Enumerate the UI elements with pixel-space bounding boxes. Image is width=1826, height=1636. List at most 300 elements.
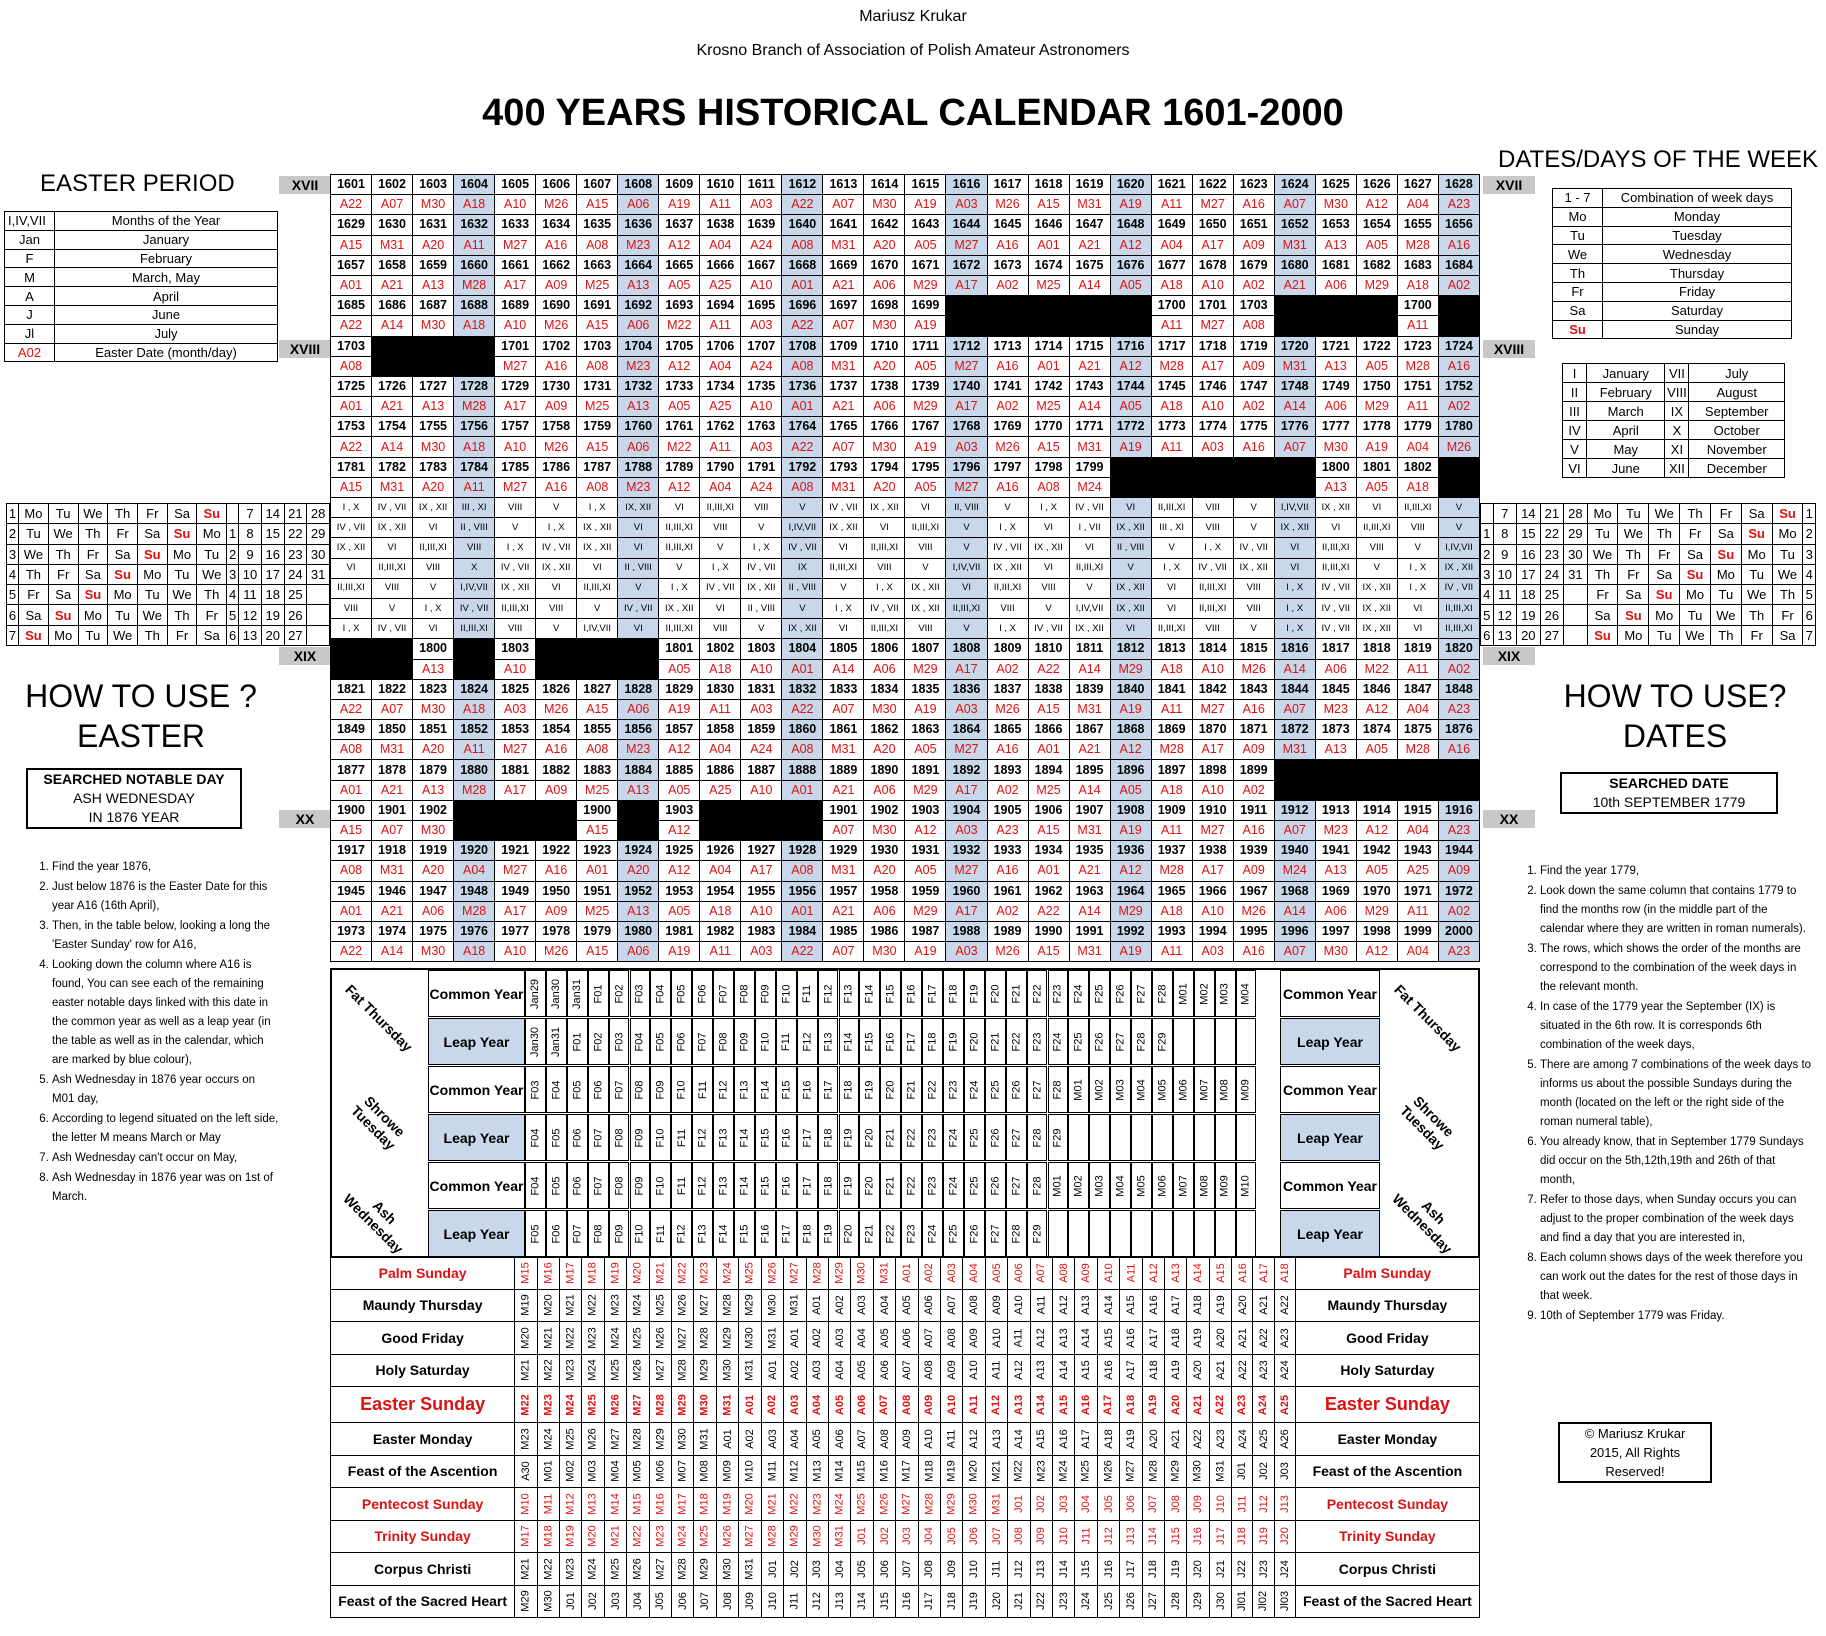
feast-date-cell	[940, 1322, 962, 1355]
feast-date-text: A22	[1278, 1295, 1291, 1316]
feast-date-cell	[1008, 1520, 1030, 1553]
easter-date-cell: A12	[659, 740, 700, 760]
months-cell: V	[946, 619, 987, 639]
feast-date-text: J13	[1278, 1494, 1291, 1513]
searched-notable-day-box: SEARCHED NOTABLE DAY ASH WEDNESDAY IN 1876 YEAR	[26, 768, 242, 829]
feast-date-text: J11	[1236, 1495, 1249, 1513]
months-cell: II,III,XI	[1192, 578, 1233, 598]
feast-label: Corpus Christi	[331, 1553, 515, 1586]
year-cell: 1777	[1315, 417, 1356, 437]
legend-code: Jan	[5, 230, 55, 249]
feast-date-text: M24	[833, 1493, 846, 1515]
easter-date-cell: M31	[1069, 821, 1110, 841]
feast-row	[331, 1553, 1480, 1586]
feast-date-text: A06	[878, 1360, 891, 1381]
feast-date-text: A09	[900, 1428, 913, 1449]
easter-date-cell: A10	[495, 942, 536, 962]
weekday-cell: We	[1710, 605, 1741, 625]
feast-date-text: J19	[1169, 1559, 1182, 1578]
notable-date-cell	[1152, 1114, 1173, 1161]
feast-date-cell	[761, 1354, 783, 1387]
feast-date-cell	[1075, 1289, 1097, 1322]
feast-date-cell	[1008, 1423, 1030, 1456]
feast-date-text: M12	[788, 1460, 801, 1482]
weekday-cell: Mo	[197, 524, 227, 544]
year-cell: 1770	[1028, 417, 1069, 437]
notable-date-cell	[839, 1210, 860, 1257]
months-cell: II,III,XI	[1356, 518, 1397, 538]
feast-date-text: A20	[1236, 1295, 1249, 1316]
easter-date-cell: A14	[372, 316, 413, 336]
feast-date-cell	[851, 1488, 873, 1521]
months-cell: IV , VII	[987, 538, 1028, 558]
feast-date-cell	[1142, 1423, 1164, 1456]
feast-date-text: J06	[878, 1559, 891, 1578]
months-cell: IX , XII	[495, 578, 536, 598]
notable-day-name: Shrowe Tuesday	[1396, 1092, 1458, 1154]
notable-date-text: F19	[947, 1032, 960, 1051]
feast-date-text: M13	[587, 1493, 600, 1515]
weekday-cell	[1564, 625, 1588, 645]
notable-date-cell	[776, 1210, 797, 1257]
easter-date-cell: M27	[495, 356, 536, 376]
easter-date-cell: A13	[413, 659, 454, 679]
feast-date-cell	[1142, 1289, 1164, 1322]
year-cell: 1793	[823, 457, 864, 477]
easter-date-cell: A05	[1110, 275, 1151, 295]
legend-code: 1 - 7	[1553, 189, 1603, 208]
feast-date-cell	[582, 1488, 604, 1521]
instruction-step: 5. Ash Wednesday in 1876 year occurs on M01 day,	[52, 1071, 280, 1109]
year-cell: 1806	[864, 639, 905, 659]
notable-date-cell	[985, 1018, 1006, 1065]
feast-date-cell	[627, 1455, 649, 1488]
year-type-label: Common Year	[1280, 1162, 1380, 1209]
year-cell: 1787	[577, 457, 618, 477]
notable-date-cell	[818, 1162, 839, 1209]
year-cell: 1864	[946, 720, 987, 740]
easter-date-cell: A13	[1315, 740, 1356, 760]
easter-date-cell: A20	[864, 356, 905, 376]
feast-date-cell	[515, 1387, 537, 1423]
year-cell: 1760	[618, 417, 659, 437]
notable-date-cell	[1236, 1162, 1257, 1209]
easter-date-cell: A16	[987, 740, 1028, 760]
weekday-cell: 1	[227, 524, 239, 544]
notable-date-cell	[1068, 970, 1089, 1017]
feast-date-cell	[985, 1423, 1007, 1456]
feast-date-cell	[1120, 1289, 1142, 1322]
year-cell: 1946	[372, 881, 413, 901]
feast-row	[331, 1322, 1480, 1355]
year-cell: 1789	[659, 457, 700, 477]
easter-date-cell: A07	[823, 942, 864, 962]
legend-row	[5, 343, 278, 362]
weekday-cell: Fr	[78, 544, 108, 564]
feast-label: Trinity Sunday	[331, 1520, 515, 1553]
feast-date-text: M31	[990, 1493, 1003, 1515]
feast-date-text: M17	[676, 1493, 689, 1515]
feast-date-cell	[1075, 1488, 1097, 1521]
easter-date-cell: A07	[1274, 437, 1315, 457]
easter-date-cell: A20	[864, 861, 905, 881]
year-cell: 1893	[987, 760, 1028, 780]
easter-date-cell: M23	[618, 740, 659, 760]
year-cell	[536, 639, 577, 659]
feast-date-text: A11	[968, 1394, 981, 1415]
weekday-cell: 13	[239, 625, 262, 645]
months-cell: I,IV,VII	[946, 558, 987, 578]
months-cell: II , VIII	[741, 598, 782, 618]
year-cell: 1626	[1356, 175, 1397, 195]
easter-date-cell: M27	[946, 356, 987, 376]
months-cell: VI	[1397, 619, 1438, 639]
feast-date-cell	[940, 1257, 962, 1290]
feast-date-cell	[1274, 1585, 1295, 1618]
notable-date-text: F19	[842, 1176, 855, 1195]
months-cell: VI	[1315, 518, 1356, 538]
easter-date-cell	[1233, 477, 1274, 497]
feast-date-cell	[828, 1553, 850, 1586]
easter-date-cell: M29	[905, 659, 946, 679]
easter-date-cell: A21	[1069, 740, 1110, 760]
feast-date-cell	[515, 1455, 537, 1488]
weekday-cell: 13	[1493, 625, 1517, 645]
feast-date-text: A17	[1147, 1327, 1160, 1348]
notable-date-cell	[1048, 1066, 1069, 1113]
feast-date-text: M29	[699, 1558, 712, 1580]
easter-date-cell: A02	[987, 659, 1028, 679]
weekday-cell: 29	[1564, 524, 1588, 544]
feast-date-cell	[582, 1520, 604, 1553]
easter-date-row	[331, 901, 1480, 921]
notable-date-cell	[1110, 1210, 1131, 1257]
feast-date-cell	[1120, 1455, 1142, 1488]
year-row	[331, 881, 1480, 901]
year-cell: 1846	[1356, 679, 1397, 699]
notable-date-cell	[671, 1066, 692, 1113]
months-cell: VIII	[987, 598, 1028, 618]
notable-date-cell	[588, 1210, 609, 1257]
century-xvii-left: XVII	[279, 176, 331, 194]
months-cell: IX , XII	[331, 538, 372, 558]
easter-date-cell: M28	[1151, 356, 1192, 376]
searched-date-box: SEARCHED DATE 10th SEPTEMBER 1779	[1560, 772, 1778, 814]
weekday-cell: Tu	[1649, 625, 1680, 645]
year-row	[331, 720, 1480, 740]
feast-date-text: A09	[945, 1360, 958, 1381]
months-cell: I , X	[659, 578, 700, 598]
feast-date-text: A08	[1057, 1262, 1070, 1283]
feast-date-cell	[560, 1585, 582, 1618]
feast-date-text: J14	[856, 1592, 869, 1611]
year-cell: 1956	[782, 881, 823, 901]
easter-date-cell: A05	[1356, 235, 1397, 255]
feast-date-cell	[1165, 1354, 1187, 1387]
legend-roman-months	[1562, 363, 1785, 478]
easter-date-cell: A18	[1151, 275, 1192, 295]
feast-date-text: M19	[519, 1294, 532, 1316]
year-cell: 1934	[1028, 841, 1069, 861]
year-cell: 1731	[577, 376, 618, 396]
feast-row	[331, 1289, 1480, 1322]
year-cell: 1728	[454, 376, 495, 396]
feast-date-text: M29	[1169, 1460, 1182, 1482]
months-cell: II,III,XI	[700, 498, 741, 518]
feast-date-cell	[1052, 1289, 1074, 1322]
feast-date-text: A21	[1236, 1327, 1249, 1348]
weekday-cell: Fr	[48, 564, 78, 584]
easter-date-cell: A21	[823, 275, 864, 295]
feast-date-cell	[761, 1387, 783, 1423]
year-cell: 1988	[946, 921, 987, 941]
organization: Krosno Branch of Association of Polish Amateur Astronomers	[696, 42, 1130, 59]
months-cell: V	[782, 598, 823, 618]
months-cell: VI	[659, 498, 700, 518]
feast-date-cell	[694, 1488, 716, 1521]
feast-date-text: A09	[968, 1327, 981, 1348]
feast-date-cell	[1120, 1520, 1142, 1553]
notable-date-cell	[922, 1066, 943, 1113]
months-cell: IX , XII	[577, 518, 618, 538]
notable-date-cell	[839, 1018, 860, 1065]
weekday-cell: 27	[284, 625, 307, 645]
feast-date-cell	[1253, 1585, 1274, 1618]
easter-date-cell: M29	[905, 397, 946, 417]
feast-date-text: A16	[1057, 1428, 1070, 1449]
notable-date-cell	[943, 970, 964, 1017]
notable-date-text: F17	[822, 1080, 835, 1099]
notable-date-text: F23	[905, 1224, 918, 1243]
easter-date-cell: A24	[741, 477, 782, 497]
feast-date-cell	[1274, 1289, 1295, 1322]
easter-date-cell: A12	[1356, 821, 1397, 841]
easter-date-cell: M28	[454, 275, 495, 295]
legend-code: Th	[1553, 264, 1603, 283]
weekday-cell: Mo	[1649, 605, 1680, 625]
notable-date-cell	[1131, 1066, 1152, 1113]
feast-date-cell	[1187, 1488, 1209, 1521]
feast-date-cell	[560, 1520, 582, 1553]
feast-date-text: M27	[654, 1558, 667, 1580]
feast-date-cell	[1030, 1488, 1052, 1521]
easter-date-cell: A16	[536, 477, 577, 497]
notable-date-text: M03	[1114, 1078, 1127, 1101]
year-cell: 1803	[495, 639, 536, 659]
feast-date-text: M09	[721, 1460, 734, 1482]
year-cell: 1834	[864, 679, 905, 699]
year-cell: 1630	[372, 215, 413, 235]
months-cell: V	[905, 558, 946, 578]
easter-date-cell: A05	[1356, 356, 1397, 376]
feast-date-cell	[1030, 1553, 1052, 1586]
year-cell: 1811	[1069, 639, 1110, 659]
easter-date-cell: M30	[864, 195, 905, 215]
feast-date-text: A10	[945, 1394, 958, 1415]
months-cell: I,IV,VII	[577, 619, 618, 639]
year-cell: 1969	[1315, 881, 1356, 901]
feast-date-cell	[873, 1289, 895, 1322]
notable-date-text: F10	[654, 1128, 667, 1147]
instruction-step: 7. Ash Wednesday can't occur on May,	[52, 1149, 280, 1168]
year-cell: 1765	[823, 417, 864, 437]
easter-date-cell: A13	[1315, 861, 1356, 881]
weekday-row	[7, 524, 330, 544]
notable-date-cell	[525, 1210, 546, 1257]
feast-date-cell	[1274, 1488, 1295, 1521]
feast-date-cell	[873, 1455, 895, 1488]
notable-date-cell	[567, 1162, 588, 1209]
notable-date-cell	[1006, 1066, 1027, 1113]
easter-date-cell	[946, 316, 987, 336]
easter-date-cell: M30	[864, 699, 905, 719]
easter-date-cell: M30	[1315, 437, 1356, 457]
year-cell: 1900	[577, 800, 618, 820]
feast-date-cell	[1008, 1289, 1030, 1322]
easter-date-cell: A11	[1151, 437, 1192, 457]
months-cell: VIII	[1356, 538, 1397, 558]
year-cell: 1939	[1233, 841, 1274, 861]
weekday-row	[7, 605, 330, 625]
feast-date-text: J10	[766, 1592, 779, 1611]
feast-date-cell	[604, 1423, 626, 1456]
easter-date-cell: A04	[1151, 235, 1192, 255]
feast-date-text: J03	[1278, 1462, 1291, 1481]
weekday-cell: Sa	[1587, 605, 1618, 625]
notable-date-text: Jan30	[550, 978, 563, 1009]
feast-date-cell	[761, 1289, 783, 1322]
feast-date-cell	[896, 1423, 918, 1456]
weekday-cell: Th	[48, 544, 78, 564]
year-cell: 2000	[1438, 921, 1479, 941]
easter-date-cell: A03	[741, 699, 782, 719]
feast-date-text: M24	[676, 1525, 689, 1547]
weekday-cell: 20	[261, 625, 284, 645]
notable-date-cell	[964, 1114, 985, 1161]
year-cell: 1791	[741, 457, 782, 477]
easter-date-cell: A06	[618, 942, 659, 962]
feast-date-text: A26	[1278, 1428, 1291, 1449]
feast-date-cell	[873, 1520, 895, 1553]
easter-date-cell: M29	[905, 780, 946, 800]
year-cell: 1974	[372, 921, 413, 941]
easter-date-cell: M31	[372, 861, 413, 881]
notable-date-text: F28	[1031, 1128, 1044, 1147]
feast-date-text: M16	[542, 1262, 555, 1284]
easter-date-cell: A17	[1192, 356, 1233, 376]
easter-date-cell: A22	[782, 316, 823, 336]
year-cell: 1986	[864, 921, 905, 941]
easter-date-cell: A07	[1274, 942, 1315, 962]
year-cell: 1985	[823, 921, 864, 941]
months-cell: V	[1110, 558, 1151, 578]
easter-date-cell: A20	[413, 235, 454, 255]
feast-date-text: M26	[1102, 1460, 1115, 1482]
feast-date-text: J16	[1192, 1527, 1205, 1546]
easter-date-cell: M30	[413, 699, 454, 719]
easter-date-cell: M30	[864, 942, 905, 962]
feast-date-cell	[1253, 1488, 1274, 1521]
easter-date-cell: A22	[331, 316, 372, 336]
easter-date-cell: A02	[1233, 275, 1274, 295]
weekday-cell: 11	[1493, 585, 1517, 605]
year-cell: 1700	[1151, 296, 1192, 316]
year-cell: 1790	[700, 457, 741, 477]
easter-date-cell: A11	[1151, 699, 1192, 719]
feast-date-cell	[940, 1455, 962, 1488]
easter-date-cell: A03	[946, 437, 987, 457]
year-row	[331, 336, 1480, 356]
century-xx-left: XX	[279, 810, 331, 828]
easter-date-cell: A16	[1233, 195, 1274, 215]
feast-date-cell	[828, 1257, 850, 1290]
year-type-label: Common Year	[428, 970, 525, 1017]
year-cell: 1635	[577, 215, 618, 235]
feast-date-text: A01	[900, 1262, 913, 1283]
easter-date-cell	[372, 356, 413, 376]
weekday-cell: Mo	[1618, 625, 1649, 645]
feast-date-text: J12	[811, 1592, 824, 1611]
easter-date-cell: A01	[331, 275, 372, 295]
notable-date-cell	[650, 1114, 671, 1161]
instruction-step: 4. Looking down the column where A16 is found, You can see each of the remaining easter notable days linked with this date in the common year as well as a leap year (in the table as well as in the calendar, which are marked by blue colour),	[52, 956, 280, 1070]
notable-date-cell	[776, 1162, 797, 1209]
easter-date-cell: A02	[987, 275, 1028, 295]
feast-date-text: M29	[676, 1393, 689, 1416]
year-cell: 1820	[1438, 639, 1479, 659]
easter-date-cell: A02	[987, 780, 1028, 800]
easter-date-cell: A23	[987, 821, 1028, 841]
feast-date-cell	[1120, 1585, 1142, 1618]
easter-date-cell: A19	[659, 195, 700, 215]
notable-date-text: F11	[675, 1128, 688, 1147]
feast-date-cell	[515, 1289, 537, 1322]
easter-date-cell: A13	[618, 275, 659, 295]
weekday-cell: 20	[1517, 625, 1541, 645]
year-cell: 1998	[1356, 921, 1397, 941]
year-cell: 1873	[1315, 720, 1356, 740]
feast-date-text: M20	[519, 1327, 532, 1349]
months-cell: I , X	[1274, 578, 1315, 598]
feast-date-text: J11	[990, 1560, 1003, 1578]
easter-date-cell: A16	[987, 861, 1028, 881]
months-cell: IV , VII	[1028, 619, 1069, 639]
easter-period-heading: EASTER PERIOD	[40, 170, 235, 197]
feast-date-text: J29	[1192, 1592, 1205, 1611]
year-cell: 1636	[618, 215, 659, 235]
weekday-cell: We	[1680, 625, 1711, 645]
year-cell: 1883	[577, 760, 618, 780]
feast-date-text: M30	[743, 1327, 756, 1349]
year-cell: 1947	[413, 881, 454, 901]
easter-date-cell: M27	[946, 235, 987, 255]
legend-row	[1553, 207, 1792, 226]
feast-date-text: M27	[654, 1359, 667, 1381]
year-cell: 1712	[946, 336, 987, 356]
year-cell: 1772	[1110, 417, 1151, 437]
feast-date-text: A17	[1257, 1262, 1270, 1283]
year-cell	[1192, 457, 1233, 477]
year-cell: 1981	[659, 921, 700, 941]
easter-date-cell: A02	[1438, 275, 1479, 295]
weekday-cell: 18	[1517, 585, 1541, 605]
feast-date-cell	[694, 1520, 716, 1553]
notable-date-text: F17	[926, 984, 939, 1003]
feast-date-cell	[828, 1455, 850, 1488]
easter-date-cell: A21	[372, 901, 413, 921]
months-cell: VI	[1069, 538, 1110, 558]
notable-date-text: F03	[633, 984, 646, 1003]
